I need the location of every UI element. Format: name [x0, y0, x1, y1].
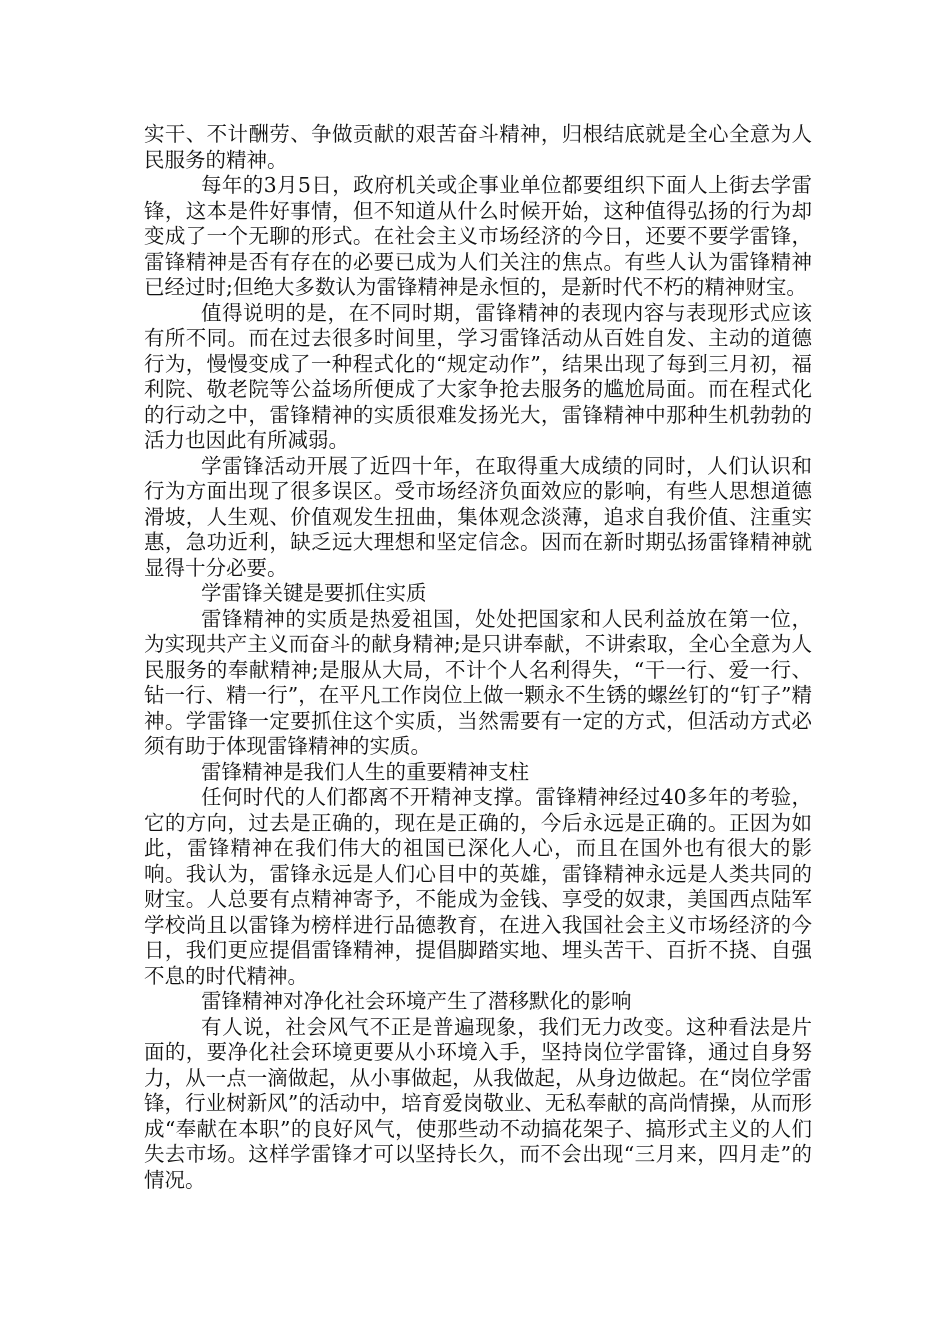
section-heading-3: 雷锋精神对净化社会环境产生了潜移默化的影响	[201, 989, 632, 1013]
paragraph-7: 有人说，社会风气不正是普遍现象，我们无力改变。这种看法是片面的，要净化社会环境更要从小环境入手，坚持岗位学雷锋，通过自身努力，从一点一滴做起，从小事做起，从我做起，从身边做起。在“岗位学雷锋，行业树新风”的活动中，培育爱岗敬业、无私奉献的高尚情操，从而形成“奉献在本职”的良好风气，使那些动不动搞花架子、搞形式主义的人们失去市场。这样学雷锋才可以坚持长久，而不会出现“三月来，四月走”的情况。	[144, 1014, 812, 1192]
paragraph-4: 学雷锋活动开展了近四十年，在取得重大成绩的同时，人们认识和行为方面出现了很多误区。受市场经济负面效应的影响，有些人思想道德滑坡，人生观、价值观发生扭曲，集体观念淡薄，追求自我价值、注重实惠，急功近利，缺乏远大理想和坚定信念。因而在新时期弘扬雷锋精神就显得十分必要。	[144, 453, 812, 580]
paragraph-1: 实干、不计酬劳、争做贡献的艰苦奋斗精神，归根结底就是全心全意为人民服务的精神。	[144, 122, 812, 172]
paragraph-6: 任何时代的人们都离不开精神支撑。雷锋精神经过40多年的考验，它的方向，过去是正确的，现在是正确的，今后永远是正确的。正因为如此，雷锋精神在我们伟大的祖国已深化人心，而且在国外也有很大的影响。我认为，雷锋永远是人们心目中的英雄，雷锋精神永远是人类共同的财宝。人总要有点精神寄予，不能成为金钱、享受的奴隶，美国西点陆军学校尚且以雷锋为榜样进行品德教育，在进入我国社会主义市场经济的今日，我们更应提倡雷锋精神，提倡脚踏实地、埋头苦干、百折不挠、自强不息的时代精神。	[144, 785, 812, 988]
section-heading-2: 雷锋精神是我们人生的重要精神支柱	[201, 759, 529, 784]
paragraph-5: 雷锋精神的实质是热爱祖国，处处把国家和人民利益放在第一位，为实现共产主义而奋斗的献身精神;是只讲奉献，不讲索取，全心全意为人民服务的奉献精神;是服从大局，不计个人名利得失，“干一行、爱一行、钻一行、精一行”，在平凡工作岗位上做一颗永不生锈的螺丝钉的“钉子”精神。学雷锋一定要抓住这个实质，当然需要有一定的方式，但活动方式必须有助于体现雷锋精神的实质。	[144, 606, 812, 758]
paragraph-2: 每年的3月5日，政府机关或企事业单位都要组织下面人上街去学雷锋，这本是件好事情，但不知道从什么时候开始，这种值得弘扬的行为却变成了一个无聊的形式。在社会主义市场经济的今日，还要不要学雷锋，雷锋精神是否有存在的必要已成为人们关注的焦点。有些人认为雷锋精神已经过时;但绝大多数认为雷锋精神是永恒的，是新时代不朽的精神财宝。	[144, 173, 812, 299]
section-heading-1: 学雷锋关键是要抓住实质	[201, 581, 427, 605]
paragraph-3: 值得说明的是，在不同时期，雷锋精神的表现内容与表现形式应该有所不同。而在过去很多时间里，学习雷锋活动从百姓自发、主动的道德行为，慢慢变成了一种程式化的“规定动作”，结果出现了每到三月初，福利院、敬老院等公益场所便成了大家争抢去服务的尴尬局面。而在程式化的行动之中，雷锋精神的实质很难发扬光大，雷锋精神中那种生机勃勃的活力也因此有所减弱。	[144, 300, 812, 452]
document-body	[144, 122, 812, 1193]
